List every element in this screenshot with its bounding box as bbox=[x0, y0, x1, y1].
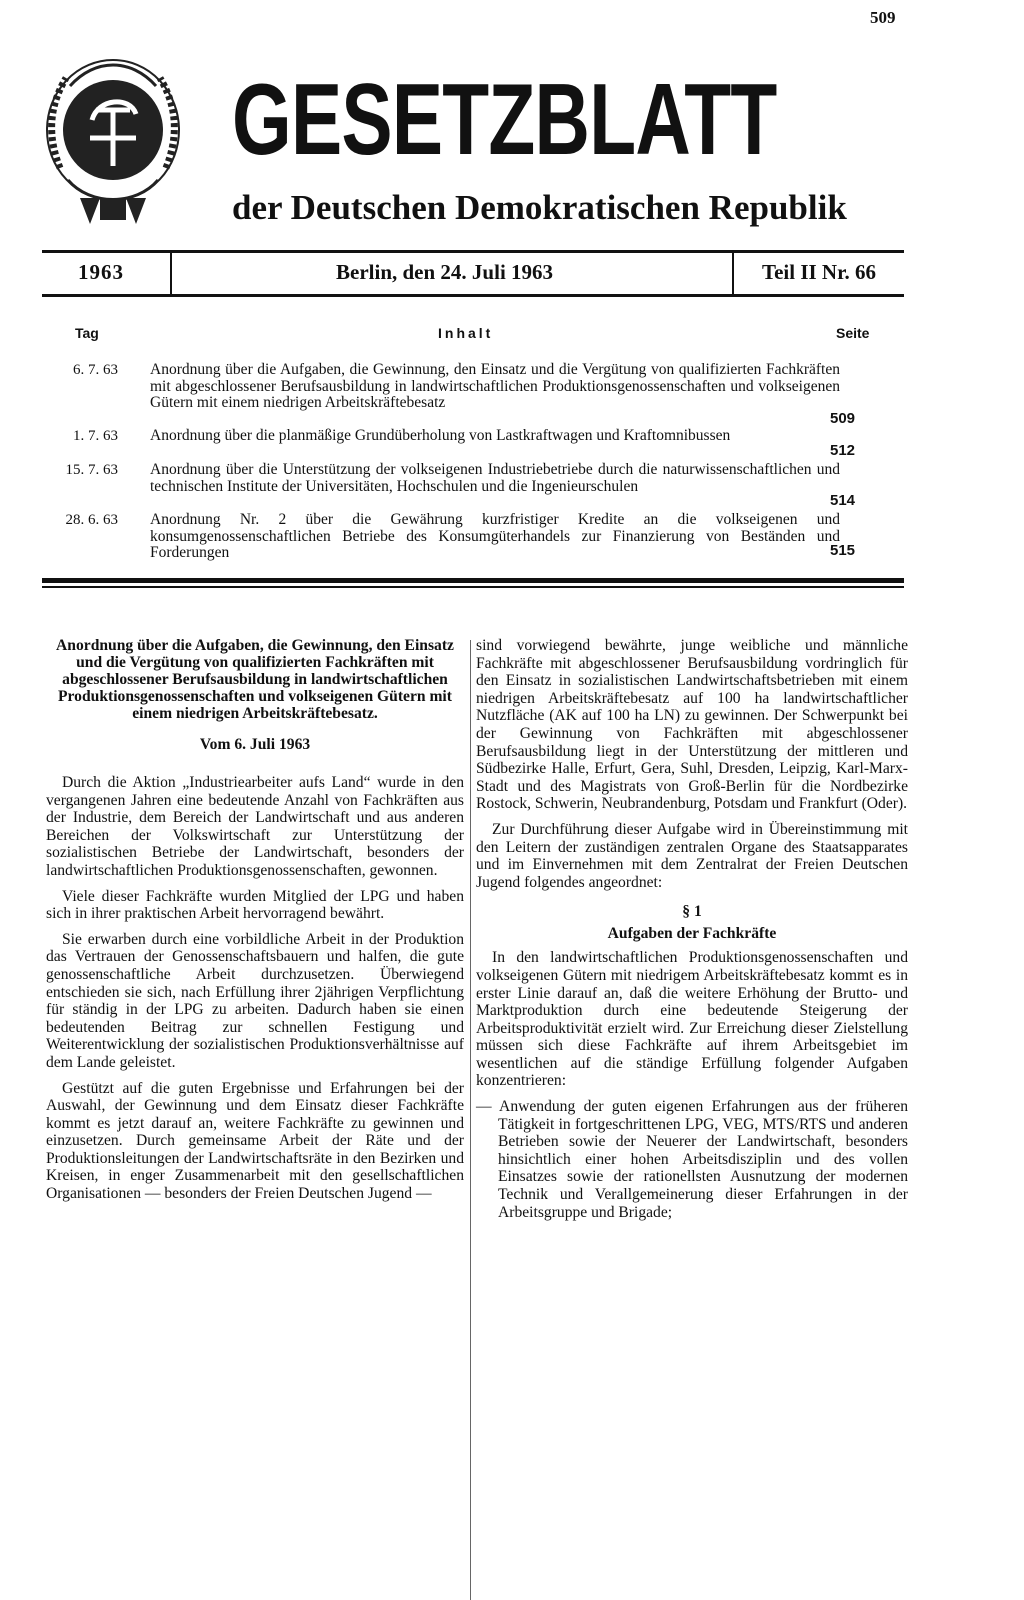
toc-header-tag: Tag bbox=[75, 325, 99, 341]
separator bbox=[732, 253, 734, 295]
toc-entry-title: Anordnung über die planmäßige Grundüberholung von Lastkraftwagen und Kraftomnibussen bbox=[150, 427, 731, 444]
separator bbox=[170, 253, 172, 295]
left-column bbox=[46, 637, 464, 1211]
issue-number: Teil II Nr. 66 bbox=[762, 260, 876, 284]
list-item: — Anwendung der guten eigenen Erfahrungen aus der früheren Tätigkeit in fortgeschrittenen LPG, VEG, MTS/RTS und anderen Betrieben sowie der Neuerer der Landwirtschaft, besonders hinsichtlich einer hohen Arbeitsdisziplin und des vollen Einsatzes sowie der rationellsten Ausnutzung der modernen Technik und Verallgemeinerung dieser Erfahrungen in der Arbeitsgruppe und Brigade; bbox=[476, 1098, 908, 1221]
section-number: § 1 bbox=[682, 903, 702, 921]
paragraph: sind vorwiegend bewährte, junge weibliche und männliche Fachkräfte mit abgeschlossener Berufsausbildung vordringlich für den Einsatz in sozialistischen Landwirtschaftsbetrieben mit einem niedrigen Arbeitskräftebesatz auf 100 ha landwirtschaftlicher Nutzfläche (AK auf 100 ha LN) zu gewinnen. Der Schwerpunkt bei der Gewinnung von Fachkräften mit abgeschlossener Berufsausbildung liegt in der Unterstützung der mittleren und Südbezirke Halle, Erfurt, Gera, Suhl, Dresden, Leipzig, Karl-Marx-Stadt und des Magistrats von Groß-Berlin für die Nordbezirke Rostock, Schwerin, Neubrandenburg, Potsdam und Frankfurt (Oder). bbox=[476, 637, 908, 813]
paragraph: Viele dieser Fachkräfte wurden Mitglied der LPG und haben sich in ihrer praktischen Arbeit hervorragend bewährt. bbox=[46, 887, 464, 923]
article-date: Vom 6. Juli 1963 bbox=[199, 736, 311, 753]
paragraph: Zur Durchführung dieser Aufgabe wird in Übereinstimmung mit den Leitern der zuständigen zentralen Organe des Staatsapparates und im Einvernehmen mit dem Zentralrat der Freien Deutschen Jugend folgendes angeordnet: bbox=[476, 820, 908, 891]
issue-place-date: Berlin, den 24. Juli 1963 bbox=[336, 260, 554, 284]
toc-entry-date: 28. 6. 63 bbox=[65, 512, 118, 528]
article-title: Anordnung über die Aufgaben, die Gewinnung, den Einsatz und die Vergütung von qualifizierten Fachkräften mit abgeschlossener Berufsausbildung in landwirtschaftlichen Produktionsgenossenschaften und volkseigenen Gütern mit einem niedrigen Arbeitskräftebesatz. bbox=[56, 637, 454, 722]
masthead-subtitle: der Deutschen Demokratischen Republik bbox=[232, 188, 847, 227]
toc-entry-date: 6. 7. 63 bbox=[73, 362, 118, 378]
rule bbox=[42, 294, 904, 297]
toc-entry-date: 15. 7. 63 bbox=[65, 462, 118, 478]
toc-entry-page: 509 bbox=[830, 410, 856, 427]
paragraph: Durch die Aktion „Industriearbeiter aufs Land“ wurde in den vergangenen Jahren eine bedeutende Anzahl von Fachkräften aus der Industrie, dem Bereich der Landwirtschaft und aus anderen Bereichen der Volkswirtschaft zur Unterstützung der sozialistischen Betriebe der Landwirtschaft, besonders der landwirtschaftlichen Produktionsgenossenschaften, gewonnen. bbox=[46, 774, 464, 879]
masthead-title: GESETZBLATT bbox=[232, 64, 777, 176]
section-title: Aufgaben der Fachkräfte bbox=[607, 925, 777, 943]
paragraph: Gestützt auf die guten Ergebnisse und Erfahrungen bei der Auswahl, der Gewinnung und dem Einsatz dieser Fachkräfte kommt es jetzt darauf an, weitere Fachkräfte zu gewinnen und einzusetzen. Durch gemeinsame Arbeit der Räte und der Produktionsleitungen der Landwirtschaftsräte in den Bezirken und Kreisen, in enger Zusammenarbeit mit den gesellschaftlichen Organisationen — besonders der Freien Deutschen Jugend — bbox=[46, 1079, 464, 1203]
section-divider bbox=[42, 578, 904, 588]
toc-entry-page: 515 bbox=[830, 542, 856, 559]
toc-entry-title: Anordnung über die Aufgaben, die Gewinnung, den Einsatz und die Vergütung von qualifizierten Fachkräften mit abgeschlossener Berufsausbildung in landwirtschaftlichen Produktionsgenossenschaften und volkseigenen Gütern mit einem niedrigen Arbeitskräftebesatz bbox=[150, 361, 840, 412]
toc-header-seite: Seite bbox=[836, 325, 870, 341]
toc-entry-page: 514 bbox=[830, 492, 856, 509]
paragraph: In den landwirtschaftlichen Produktionsgenossenschaften und volkseigenen Gütern mit niedrigem Arbeitskräftebesatz kommt es in erster Linie darauf an, daß die weitere Erhöhung der Brutto- und Marktproduktion durch eine bedeutende Steigerung der Arbeitsproduktivität erzielt wird. Zur Erreichung dieser Zielstellung müssen sich diese Fachkräfte auf ihrem Arbeitsgebiet im wesentlichen auf die ständige Erfüllung folgender Aufgaben konzentrieren: bbox=[476, 949, 908, 1090]
right-column bbox=[476, 637, 908, 1221]
column-divider bbox=[470, 640, 471, 1600]
toc-entry-title: Anordnung über die Unterstützung der volkseigenen Industriebetriebe durch die naturwissenschaftlichen und technischen Institute der Universitäten, Hochschulen und die Ingenieurschulen bbox=[150, 461, 840, 495]
date-bar bbox=[42, 250, 904, 298]
toc-entry-page: 512 bbox=[830, 442, 856, 459]
page-number: 509 bbox=[870, 8, 896, 27]
state-emblem-icon bbox=[40, 48, 186, 230]
toc-header-inhalt: Inhalt bbox=[438, 325, 494, 341]
issue-year: 1963 bbox=[78, 260, 124, 284]
paragraph: Sie erwarben durch eine vorbildliche Arbeit in der Produktion das Vertrauen der Genossenschaftsbauern und halfen, die gute genossenschaftliche Arbeit durchzusetzen. Überwiegend entschieden sie sich, nach Erfüllung ihrer 2jährigen Verpflichtung für ständig in der LPG zu arbeiten. Dadurch haben sie einen bedeutenden Beitrag zur schnellen Festigung und Weiterentwicklung der sozialistischen Produktionsverhältnisse auf dem Lande geleistet. bbox=[46, 930, 464, 1071]
toc-entry-date: 1. 7. 63 bbox=[73, 428, 118, 444]
toc-entry-title: Anordnung Nr. 2 über die Gewährung kurzfristiger Kredite an die volkseigenen und konsumgenossenschaftlichen Betriebe des Konsumgüterhandels zur Finanzierung von Beständen und Forderungen bbox=[150, 511, 840, 562]
